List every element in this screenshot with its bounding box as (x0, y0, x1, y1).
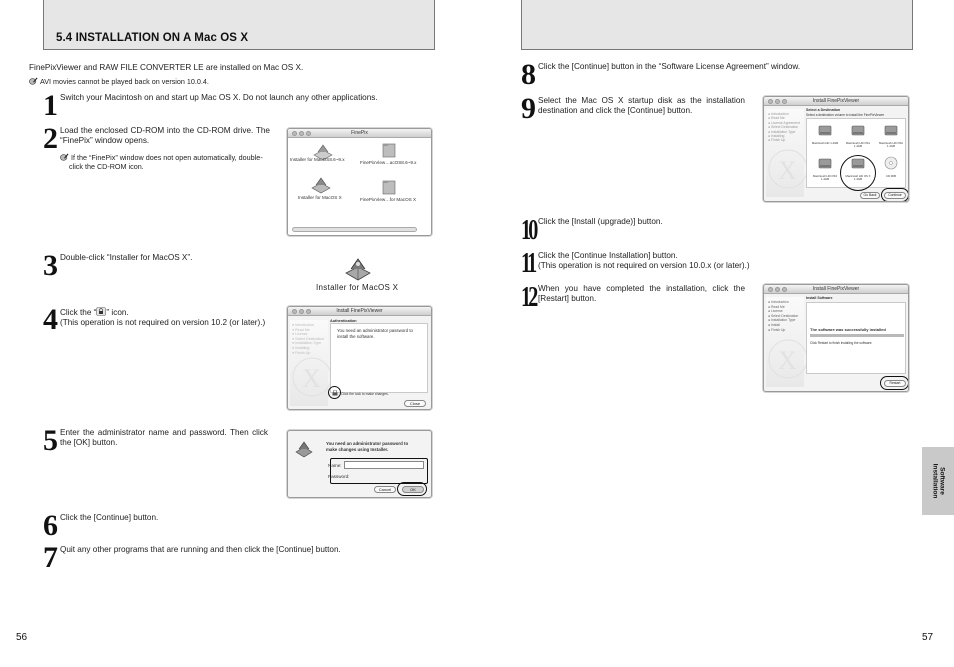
step-12-number: 12 (521, 282, 536, 313)
auth-lock-hint: Click the lock to make changes. (341, 392, 389, 396)
finepix-window-title: FinePix (351, 130, 368, 136)
pencil-note-icon (60, 153, 69, 161)
go-back-button[interactable]: Go Back (860, 192, 880, 199)
finish-sub: Click Restart to finish installing the software. (810, 341, 873, 345)
step-3-number: 3 (43, 249, 56, 282)
close-button[interactable]: Close (404, 400, 426, 407)
step-1-text: Switch your Macintosh on and start up Mac OS X. Do not launch any other applications. (60, 93, 378, 102)
step-4-number: 4 (43, 303, 56, 336)
side-tab-line-2: Installation (931, 463, 938, 499)
disk-option[interactable] (843, 123, 873, 149)
step-11-text-a: Click the [Continue Installation] button. (538, 251, 678, 260)
folder-icon (382, 142, 396, 158)
step-7-number: 7 (43, 541, 56, 574)
installer-icon (310, 177, 332, 195)
side-tab-line-1: Software (938, 467, 946, 495)
destination-sidebar-item: ● License Agreement (768, 120, 801, 125)
finish-sidebar-list (766, 297, 804, 335)
x-logo-watermark (768, 337, 808, 381)
finepix-item-2: FinePixView…acOS8.6~9.x (360, 160, 417, 165)
cancel-button[interactable]: Cancel (374, 486, 396, 493)
auth-sidebar-item: ● Finish Up (292, 350, 311, 355)
highlight-circle (840, 155, 876, 191)
step-8-number: 8 (521, 58, 534, 91)
highlight-circle (881, 188, 909, 202)
auth-heading: Authentication (330, 319, 357, 323)
horizontal-scrollbar[interactable] (292, 227, 417, 232)
page-number-left: 56 (16, 632, 28, 643)
section-title: 5.4 INSTALLATION ON A Mac OS X (56, 32, 249, 44)
progress-bar (810, 334, 904, 337)
disk-label: Macintosh HD OS X 1.4GB (845, 174, 871, 182)
finish-sidebar-item: ● Installation Type (768, 318, 796, 323)
intro-note-text: AVI movies cannot be played back on version 10.0.4. (40, 77, 209, 86)
finish-message: The software was successfully installed (810, 327, 886, 332)
destination-sidebar-item: ● Read Me (768, 116, 785, 121)
hard-disk-icon (884, 123, 898, 137)
destination-prompt: Select a destination volume to install the FinePixViewer (806, 113, 885, 117)
finish-sidebar-item: ● Install (768, 322, 780, 327)
finepix-window-screenshot (287, 128, 432, 236)
step-4-text (60, 307, 268, 329)
highlight-circle (328, 386, 341, 399)
finish-window-title: Install FinePixViewer (812, 286, 860, 292)
destination-sidebar-item: ● Installation Type (768, 129, 796, 134)
disk-option[interactable] (810, 156, 840, 182)
auth-sidebar-list (290, 320, 328, 358)
step-2-note (60, 153, 268, 172)
auth-sidebar-item: ● Installing (292, 345, 310, 350)
step-9-number: 9 (521, 92, 534, 125)
finepix-item-1: Installer for MacOS8.6~9.x (290, 157, 345, 162)
step-10-text: Click the [Install (upgrade)] button. (538, 217, 663, 226)
step-5-text: Enter the administrator name and password. Then click the [OK] button. (60, 428, 268, 448)
disk-label: Macintosh HD OS3 1.4GB (813, 174, 837, 182)
installer-icon (294, 441, 314, 459)
disk-label: Macintosh HD OS2 1.4GB (879, 141, 903, 149)
highlight-circle (880, 376, 909, 390)
intro-text: FinePixViewer and RAW FILE CONVERTER LE are installed on Mac OS X. (29, 63, 304, 72)
restart-button[interactable]: Restart (884, 380, 906, 387)
x-logo-watermark (292, 355, 332, 399)
finish-sidebar-item: ● Introduction (768, 300, 789, 304)
step-2-number: 2 (43, 122, 56, 155)
password-message: You need an administrator password to make changes using Installer. (326, 441, 409, 452)
auth-sidebar-item: ● Installation Type (292, 341, 322, 346)
installer-icon-label: Installer for MacOS X (316, 283, 399, 292)
hard-disk-icon (818, 123, 832, 137)
step-2-text: Load the enclosed CD-ROM into the CD-ROM drive. The “FinePix” window opens. (60, 126, 270, 146)
destination-heading: Select a Destination (806, 108, 841, 112)
x-logo-watermark (768, 147, 808, 191)
disk-label: Macintosh HD OS1 1.4GB (846, 141, 870, 149)
right-section-header (521, 0, 913, 50)
step-1-number: 1 (43, 89, 56, 122)
password-dialog-screenshot (287, 430, 432, 498)
step-12-text: When you have completed the installation, click the [Restart] button. (538, 284, 745, 304)
disk-option[interactable] (810, 123, 840, 145)
disk-label: CD 0KB (885, 174, 897, 178)
finish-sidebar-item: ● Finish Up (768, 327, 786, 332)
auth-window-title: Install FinePixViewer (336, 308, 383, 314)
hard-disk-icon (851, 123, 865, 137)
finepix-item-4: FinePixView…for MacOS X (360, 197, 417, 202)
auth-sidebar-item: ● Introduction (292, 323, 314, 327)
step-8-text: Click the [Continue] button in the “Software License Agreement” window. (538, 62, 801, 71)
ok-button[interactable]: OK (402, 486, 424, 493)
destination-sidebar-item: ● Installing (768, 134, 785, 139)
step-11-text (538, 251, 868, 272)
software-installation-tab (922, 447, 954, 515)
disk-option[interactable] (876, 156, 906, 178)
step-11-text-b: (This operation is not required on version 10.0.x (or later).) (538, 261, 750, 271)
destination-sidebar-list (766, 109, 804, 146)
finish-window-screenshot (763, 284, 909, 392)
auth-message: You need an administrator password to install the software. (337, 328, 413, 339)
side-tab-label (931, 464, 946, 499)
finish-heading: Install Software (806, 296, 833, 300)
folder-icon (382, 179, 396, 195)
step-9-text: Select the Mac OS X startup disk as the installation destination and click the [Continue] button. (538, 96, 745, 116)
highlight-circle (397, 482, 427, 496)
finish-sidebar-item: ● Read Me (768, 304, 785, 309)
step-5-number: 5 (43, 424, 56, 457)
continue-button[interactable]: Continue (884, 192, 906, 199)
auth-sidebar-item: ● Select Destination (292, 336, 325, 341)
password-label: Password: (328, 474, 350, 479)
highlight-box (330, 458, 428, 484)
step-6-number: 6 (43, 509, 56, 542)
svg-text:X: X (778, 346, 797, 375)
step-3-text: Double-click “Installer for MacOS X”. (60, 253, 193, 262)
installer-package-icon[interactable] (343, 258, 373, 282)
page-number-right: 57 (922, 632, 934, 643)
destination-sidebar-item: ● Select Destination (768, 125, 799, 130)
disk-option[interactable] (876, 123, 906, 149)
step-4-text-b: ” icon. (106, 308, 129, 317)
hard-disk-icon (818, 156, 832, 170)
step-10-number: 10 (521, 215, 536, 246)
destination-window-title: Install FinePixViewer (812, 98, 860, 104)
finish-content-pane (806, 302, 906, 374)
finish-sidebar-item: ● License (768, 309, 783, 314)
finish-sidebar-item: ● Select Destination (768, 313, 799, 318)
auth-sidebar-item: ● License (292, 332, 308, 337)
auth-sidebar-item: ● Read Me (292, 327, 310, 332)
lock-icon (96, 307, 106, 316)
svg-text:X: X (778, 156, 797, 185)
name-label: Name: (328, 463, 342, 468)
auth-window-screenshot (287, 306, 432, 410)
destination-sidebar-item: ● Finish Up (768, 138, 786, 143)
step-4-text-c: (This operation is not required on version 10.2 (or later).) (60, 318, 266, 328)
destination-sidebar-item: ● Introduction (768, 112, 789, 116)
step-7-text: Quit any other programs that are running and then click the [Continue] button. (60, 545, 341, 554)
intro-note (29, 77, 209, 86)
auth-content-pane (330, 323, 428, 393)
step-4-text-a: Click the “ (60, 308, 97, 317)
step-11-number: 11 (521, 248, 535, 279)
pencil-note-icon (29, 77, 38, 85)
step-6-text: Click the [Continue] button. (60, 513, 159, 522)
finepix-item-3: Installer for MacOS X (298, 195, 342, 200)
cd-icon (884, 156, 898, 170)
disk-label: Macintosh HD 1.4GB (811, 141, 839, 145)
svg-text:X: X (302, 364, 321, 393)
left-section-header (43, 0, 435, 50)
step-2-note-text: If the “FinePix” window does not open automatically, double-click the CD-ROM icon. (69, 153, 263, 172)
destination-window-screenshot (763, 96, 909, 202)
